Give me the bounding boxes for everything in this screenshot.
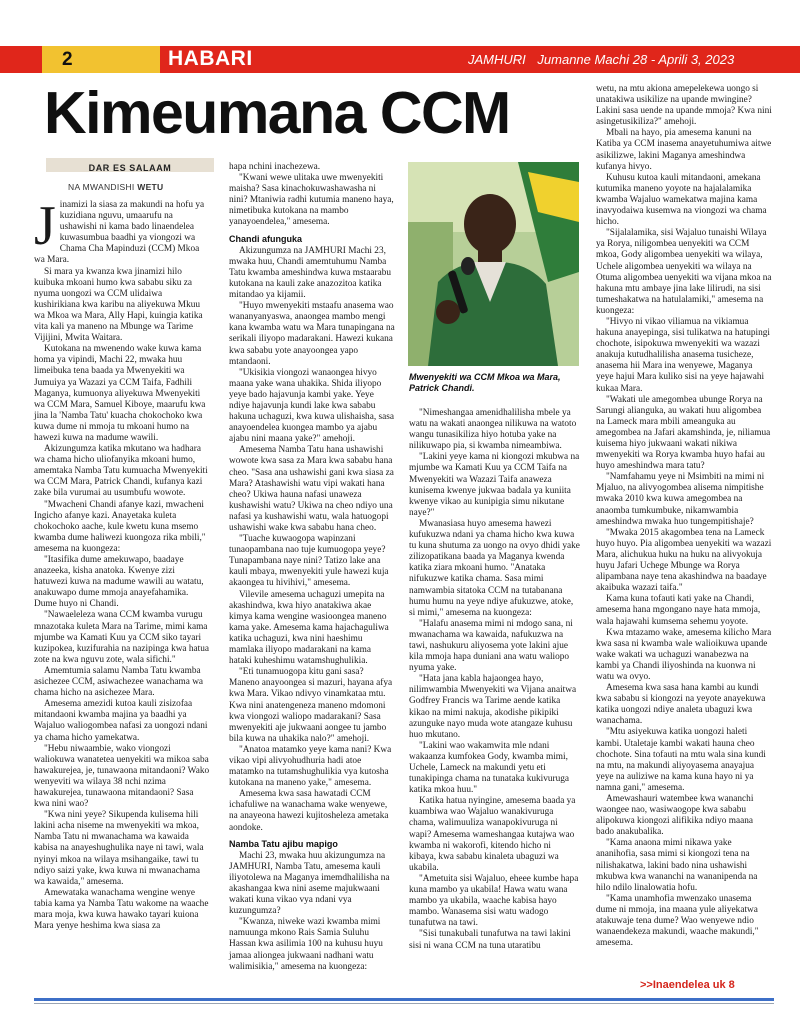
paragraph: "Hivyo ni vikao viliamua na vikiamua hakuna anayepinga, sisi tulikatwa na hatupingi chochote, isipokuwa mwenyekiti wa wazazi anakuja kutudhalilisha anasema tusicheze, anasema hii Mara ina wenyewe, Maganya yeye hajui Mara kuliko sisi na yeye hajawahi kukaa Mara. — [596, 316, 771, 394]
paragraph: Kwa mtazamo wake, amesema kilicho Mara kwa sasa ni kwamba wale walioikuwa upande wake wakati wa uchaguzi wanabezwa na kambi ya Chandi iliyoshinda na kuonwa ni watu wa ovyo. — [596, 627, 772, 682]
paragraph: "Huyo mwenyekiti mstaafu anasema wao wananyanyaswa, anaongea mambo mengi kana kwamba watu wa Mara tunapingana na serikali iliyopo madarakani. Hawezi kukana kwa sababu yote anayoongea yapo mtandaoni. — [229, 301, 395, 367]
paragraph: "Nawaeleleza wana CCM kwamba vurugu mnazotaka kuleta Mara na Tarime, mimi kama mjumbe wa Kamati Kuu ya CCM siko tayari kuzipokea, kuzifurahia na nazipinga kwa hatua zote na kwa nguvu zote, wala sifichi." — [34, 610, 210, 665]
paragraph: "Halafu anasema mimi ni mdogo sana, ni mwanachama wa kawaida, nafukuzwa na tawi, nashukuru aliyosema yote lakini ajue kila mmoja hapa duniani ana watu waliopo nyuma yake. — [409, 618, 573, 674]
paragraph: hapa nchini inachezewa. — [229, 162, 321, 172]
paragraph: "Anatoa matamko yeye kama nani? Kwa vikao vipi alivyohudhuria hadi atoe matamko na tutamshughulikia vya kutosha kutokana na maneno yake," amesema. — [229, 744, 392, 789]
paragraph: "Kwani wewe ulitaka uwe mwenyekiti maisha? Sasa kinachokuwashawasha ni nini? Mtaniwia radhi kutumia maneno haya, nimetibuka kutokana na mambo yanayoendelea," amesema. — [229, 173, 394, 228]
paragraph: "Hata jana kabla hajaongea hayo, nilimwambia Mwenyekiti wa Vijana anaitwa Godfrey Francis wa Tarime aende katika kikao na mimi nakuja, akodishe pikipiki azunguke nayo muda wote atangaze kuhusu huo mkutano. — [409, 674, 577, 740]
header-page-tab — [42, 46, 160, 73]
paragraph: Amesema Namba Tatu hana ushawishi wowote kwa sasa za Mara kwa sababu hana cheo. "Sasa ana ushawishi gani kwa siasa za Mara? Atashawishi watu vipi wakati hana cheo? Ukiwa hauna nafasi unaweza kushawishi watu? Ukiwa na cheo ndiyo una nafasi ya kushawishi watu, wala hatuogopi ushawishi wake kwa sababu hana cheo. — [229, 445, 394, 533]
paragraph: "Ukisikia viongozi wanaongea hivyo maana yake wana uhakika. Shida iliyopo yeye bado hajavunja kambi yake. Yeye ndiye hajavunja kundi lake kwa sababu hakuna uchaguzi, kwa kuwa ulishaisha, sasa anayoendelea kuongea mambo ya ajabu ajabu nini maana yake?" amehoji. — [229, 367, 394, 445]
article-column-3 — [409, 408, 580, 964]
paragraph: Amesema amezidi kutoa kauli zisizofaa mitandaoni kwamba majina ya baadhi ya Wajaluo waliogombea nafasi za uongozi ndani ya chama hicho yamekatwa. — [34, 699, 208, 743]
paragraph: "Kama anaona mimi nikawa yake ananihofia, sasa mimi si kiongozi tena na nilishakatwa, lakini bado nina ushawishi mkubwa kwa wananchi na wananipenda na hilo ndilo linalowatia hofu. — [596, 838, 758, 893]
paragraph: Akizungumza na JAMHURI Machi 23, mwaka huu, Chandi amemtuhumu Namba Tatu kwamba ameshindwa kuwa mstaarabu kutokana na kauli zake anazozitoa katika mitandao ya kijamii. — [229, 245, 391, 301]
paragraph: "Itasifika dume amekuwapo, baadaye anazeeka, kisha anatoka. Kwenye zizi hatuwezi kuwa na madume wawili au watatu, anakuwapo dume mmoja anayefahamika. Dume huyo ni Chandi. — [34, 555, 204, 610]
paragraph: Vilevile amesema uchaguzi umepita na akashindwa, kwa hiyo anatakiwa akae kimya kama wengine wasioongea maneno kama yake. Amesema kama hajachaguliwa katika uchaguzi, kwa nini haeshimu mamlaka iliyopo madarakani na kama hataki kuheshimu watamshughulikia. — [229, 589, 389, 667]
paragraph: "Mwaka 2015 akagombea tena na Lameck huyo huyo. Pia aligombea uenyekiti wa wazazi Mara, alichukua huku na huku na alivyokuja huyu Jafari Uchege Mbunge wa Rorya alipambana naye tena akashindwa na baadaye akaibuka wazazi taifa." — [596, 527, 772, 594]
paragraph: "Kama unamhofia mwenzako unasema dume ni mmoja, ina maana yule aliyekatwa atakuwaje tena dume? Wao wenyewe ndio wanaendekeza makundi, waache makundi," amesema. — [596, 893, 759, 949]
subheading: Chandi afunguka — [229, 233, 303, 244]
article-column-1 — [34, 195, 210, 965]
paragraph: "Kwa nini yeye? Sikupenda kulisema hili lakini acha niseme na mwenyekiti wa mkoa, Namba Tatu ni mwanachama wa kawaida kabisa na anayeshughulika naye ni tawi, wala nyinyi mkoa na wilaya msihangaike, tawi tu ndiyo saizi yake, kwa kuwa ni mwanachama wa kawaida," amesema. — [34, 810, 204, 887]
footer-rule-blue — [34, 998, 774, 1001]
paragraph: Kama kuna tofauti kati yake na Chandi, amesema hana mgongano naye hata mmoja, wala hajawahi kumsema sehemu yoyote. — [596, 594, 761, 627]
paragraph: "Lakini yeye kama ni kiongozi mkubwa na mjumbe wa Kamati Kuu ya CCM Taifa na Mwenyekiti wa Wazazi Taifa anaweza kunisema kwenye jukwaa badala ya kuniita kwenye vikao au kunipigia simu nikutane naye?" — [409, 452, 580, 518]
paragraph: "Sijalalamika, sisi Wajaluo tunaishi Wilaya ya Rorya, niligombea uenyekiti wa CCM mkoa, Gody aligombea uenyekiti wa wilaya, Uchele aligombea uenyekiti wa wilaya na Otuma aligombea uenyekiti wa vijana mkoa na hakuna mtu ambaye jina lake lilirudi, na sisi tumeshakatwa na hatulalamiki," amesema na kuongeza: — [596, 228, 772, 316]
paragraph: Katika hatua nyingine, amesema baada ya kuambiwa wao Wajaluo wanakivuruga chama, walimuuliza wanapokivuruga ni wapi? Amesema wameshangaa kutajwa wao kwamba ni wakorofi, kitendo hicho ni kibaya, kwa sababu kinaleta ubaguzi wa ukabila. — [409, 796, 576, 873]
section-label: HABARI — [168, 47, 253, 70]
paragraph: "Kwanza, niweke wazi kwamba mimi namuunga mkono Rais Samia Suluhu Hassan kwa asilimia 100 na kuhusu huyu jamaa aliongea jukwaani nadhani watu walimisikia," amesema na kuongeza: — [229, 917, 383, 972]
page-number: 2 — [62, 49, 73, 70]
byline-name: WETU — [137, 182, 164, 192]
paragraph: "Namfahamu yeye ni Msimbiti na mimi ni Mjaluo, na alivyogombea alisema nimpitishe mwaka 2010 kwa kuwa amegombea na anaomba tumkumbuke, nikamwambia ameshindwa mwaka huo tungempitishaje? — [596, 472, 765, 527]
paragraph: Kutokana na mwenendo wake kuwa kama homa ya vipindi, Machi 22, mwaka huu limeibuka tena baada ya Mwenyekiti wa Jumuiya ya Wazazi ya CCM Taifa, Fadhili Maganya, kumuonya aliyekuwa Mwenyekiti wa CCM Mara, Samuel Kiboye, maarufu kwa jina la 'Namba Tatu' kuacha chokochoko kwa kuwa dume ni mmoja tu mkoani humo na hawezi kuwa na madume wawili. — [34, 344, 206, 443]
dateline-box — [46, 158, 214, 172]
paragraph: "Eti tunamuogopa kitu gani sasa? Maneno anayoongea si mazuri, hayana afya kwa Mara. Vikao ndivyo vinamkataa mtu. Kwa nini anatengeneza maneno mdomoni kwa viongozi waliopo madarakani? Sasa mwenyekiti aje jukwaani aongee tu jambo bila kuwa na uhakika nalo?" amehoji. — [229, 667, 393, 744]
article-column-4 — [596, 84, 772, 1004]
paragraph: Akizungumza katika mkutano wa hadhara wa chama hicho uliofanyika mkoani humo, amemtaka Namba Tatu kumuacha Mwenyekiti wa CCM Mara, Patrick Chandi, kufanya kazi zake bila vurumai au usumbufu wowote. — [34, 444, 208, 499]
paragraph: Amesema kwa sasa hawatadi CCM ichafuliwe na wanachama wake wenyewe, na anayeona hawezi kujitosheleza ametaka aondoke. — [229, 789, 389, 833]
paragraph: "Tuache kuwaogopa wapinzani tunaopambana nao tuje kumuogopa yeye? Tunapambana naye nini? Tatizo lake ana kauli mbaya, mwenyekiti yule hawezi kuja akaongea tu hivihivi," amesema. — [229, 534, 389, 589]
footer-rule-grey — [34, 1003, 774, 1004]
paragraph: "Hebu niwaambie, wako viongozi waliokuwa wanatetea uenyekiti wa mikoa saba hawakurejea, je, tunawaona mitandaoni? Wako wenyeviti wa wilaya 38 nchi nzima hawakurejea, tunawaona mitandaoni? Sasa kwa nini wao? — [34, 743, 210, 810]
lead-paragraph: Jinamizi la siasa za makundi na hofu ya kuzidiana nguvu, umaarufu na ushawishi ni kama bado linaendelea kuwasumbua baadhi ya viongozi wa Chama Cha Mapinduzi (CCM) Mkoa wa Mara. — [34, 195, 205, 266]
paragraph: Amewataka wanachama wengine wenye tabia kama ya Namba Tatu wakome na waache mara moja, kwa kuwa hawako tayari kuiona Mara yenye heshima kwa siasa za — [34, 887, 209, 932]
paragraph: "Mtu asiyekuwa katika uongozi haleti kambi. Utaletaje kambi wakati hauna cheo chochote. Sina tofauti na mtu wala sina kundi na mtu, na makundi aliyoyasema anayajua yeye na auliziwe na kama kuna hayo ni ya namna gani," amesema. — [596, 727, 766, 793]
photo-man-speaking-icon — [408, 162, 579, 366]
dropcap: J — [34, 195, 56, 257]
paragraph: "Nimeshangaa amenidhalilisha mbele ya watu na wakati anaongea nilikuwa na watoto wangu tunasikiliza hiyo hotuba yake na nilikuwapo pia, si kwamba nimeambiwa. — [409, 408, 577, 452]
byline — [68, 182, 163, 192]
publication-name: JAMHURI — [468, 52, 526, 67]
paragraph: Amewashauri watembee kwa wananchi waongee nao, wasiwaogope kwa sababu alipokuwa kiongozi alifikika ndiyo maana bado anakubalika. — [596, 794, 754, 838]
byline-prefix: NA MWANDISHI — [68, 182, 135, 192]
headline: Kimeumana CCM — [44, 80, 510, 146]
paragraph: wetu, na mtu akiona amepelekewa uongo si unatakiwa usikilize na upande mwingine? Lakini sasa uende na upande mmoja? Kwa nini asingetusikiliza?" amehoji. — [596, 84, 772, 128]
article-column-2 — [229, 162, 395, 972]
paragraph: Mbali na hayo, pia amesema kanuni na Katiba ya CCM inasema anayetuhumiwa aitwe asikilizwe, lakini Maganya ameshindwa kufanya hivyo. — [596, 128, 772, 172]
paragraph: Machi 23, mwaka huu akizungumza na JAMHURI, Namba Tatu, amesema kauli iliyotolewa na Maganya imemdhalilisha na akashangaa kwa nini aseme majukwaani wakati kuna vikao vya ndani vya kuzungumza? — [229, 850, 390, 917]
paragraph: Si mara ya kwanza kwa jinamizi hilo kuibuka mkoani humo kwa sababu siku za nyuma uongozi wa CCM ulidaiwa kushirikiana kwa karibu na aliyekuwa Mkuu wa Mkoa wa Mara, Ally Hapi, kuingia katika vita kali ya maneno na Mbunge wa Tarime Vijijini, Mwita Waitara. — [34, 266, 203, 344]
paragraph: Kuhusu kutoa kauli mitandaoni, amekana kutumika maneno yoyote na hajalalamika kwamba Wajaluo wamekatwa majina kama inavyodaiwa kusemwa na viongozi wa chama hicho. — [596, 172, 767, 228]
paragraph: "Ametuita sisi Wajaluo, eheee kumbe hapa kuna mambo ya ukabila! Hawa watu wana mambo ya ukabila, waache kabisa hayo mambo. Wanasema sisi watu wadogo tunafutwa na tawi. — [409, 873, 579, 929]
paragraph: "Lakini wao wakamwita mle ndani wakaanza kumfokea Gody, kwamba mimi, Uchele, Lameck na makundi yetu eti tunakipinga chama na tunataka kukivuruga katika mkoa huu." — [409, 740, 570, 796]
continued-link[interactable]: >>Inaendelea uk 8 — [640, 979, 735, 991]
paragraph: "Mwacheni Chandi afanye kazi, mwacheni Ingicho afanye kazi. Anayetaka kuleta chokochoko aache, kule kwetu kuna msemo kwamba dume haliwezi kuongoza rika mbili," amesema na kuongeza: — [34, 499, 206, 554]
issue-date: Jumanne Machi 28 - Aprili 3, 2023 — [537, 52, 735, 67]
paragraph: "Sisi tunakubali tunafutwa na tawi lakini sisi ni wana CCM na tuna utaratibu — [409, 929, 571, 951]
paragraph: Amesema kwa sasa hana kambi au kundi kwa sababu si kiongozi na yeyote anayekuwa katika uongozi ndiye analeta ubaguzi kwa wanachama. — [596, 683, 766, 727]
paragraph: Mwanasiasa huyo amesema hawezi kufukuzwa ndani ya chama hicho kwa kuwa tu kuna shutuma za uongo na ovyo dhidi yake zilizopatikana baada ya Maganya kwenda katika ziara mkoani humo. "Anataka nifukuzwe katika chama. Sasa mimi namwambia sitatoka CCM na tutabanana humu humu na yeye ndiye afukuzwe, atoke, si mimi," amesema na kuongeza: — [409, 518, 580, 618]
subheading: Namba Tatu ajibu mapigo — [229, 838, 338, 849]
dateline: DAR ES SALAAM — [88, 163, 172, 173]
header-publication-info — [468, 52, 742, 67]
paragraph: "Wakati ule amegombea ubunge Rorya na Sarungi alianguka, au wakati huu aligombea na Lameck mara mbili ameanguka au amegombea na Jafari akamshinda, je, niliamua kuisema hiyo jukwaani wakati nikiwa mwenyekiti wa Rorya kwamba huyo hafai au huyo ameshindwa mara tatu? — [596, 394, 771, 472]
photo-caption: Mwenyekiti wa CCM Mkoa wa Mara, Patrick Chandi. — [409, 372, 561, 393]
paragraph: Amemtumia salamu Namba Tatu kwamba asichezee CCM, asiwachezee wanachama wa chama hicho na asichezee Mara. — [34, 665, 204, 699]
